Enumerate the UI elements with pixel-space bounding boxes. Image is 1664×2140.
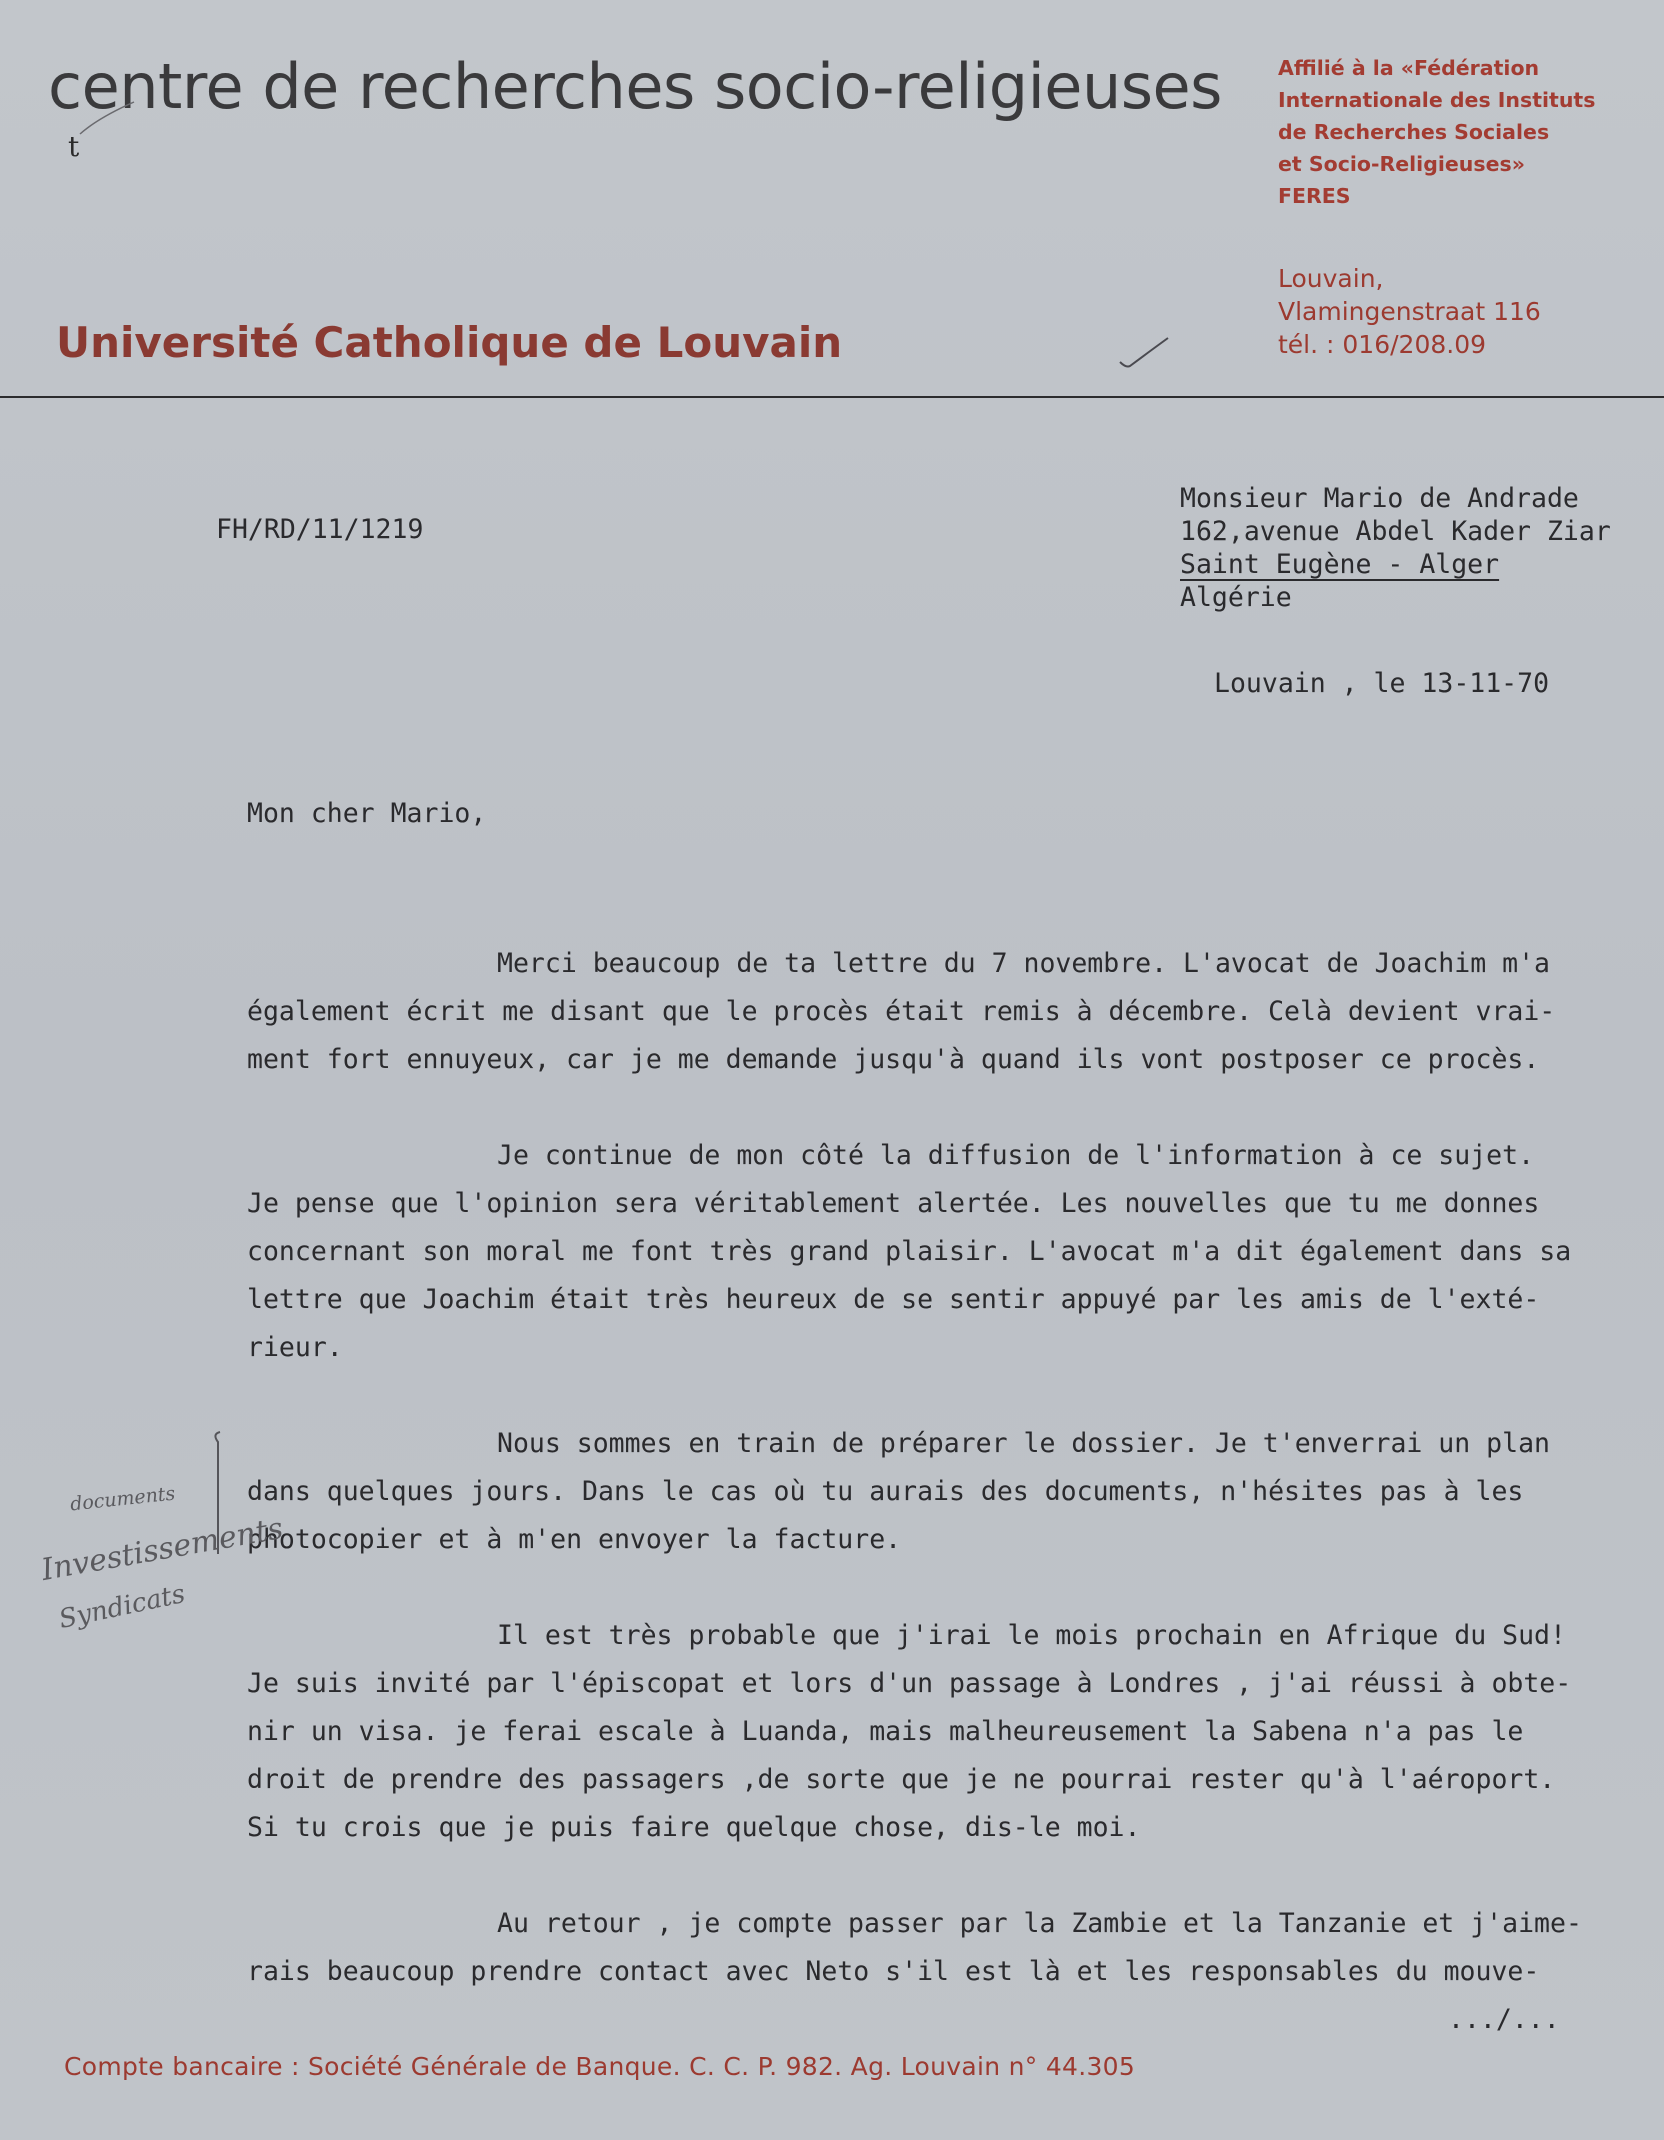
body-line: Je pense que l'opinion sera véritablement alertée. Les nouvelles que tu me donnes [247, 1188, 1540, 1219]
body-line: droit de prendre des passagers ,de sorte que je ne pourrai rester qu'à l'aéroport. [247, 1764, 1556, 1795]
salutation: Mon cher Mario, [247, 798, 487, 829]
paragraph [247, 1612, 1637, 1852]
paragraph [247, 1900, 1637, 1996]
body-line: Si tu crois que je puis faire quelque chose, dis-le moi. [247, 1812, 1141, 1843]
body-line: également écrit me disant que le procès était remis à décembre. Celà devient vrai- [247, 996, 1556, 1027]
header-divider [0, 396, 1664, 398]
body-line: photocopier et à m'en envoyer la facture. [247, 1524, 902, 1555]
body-line: rais beaucoup prendre contact avec Neto s'il est là et les responsables du mouve- [247, 1956, 1540, 1987]
small-handwritten-mark: t [68, 130, 80, 163]
bank-account-footer: Compte bancaire : Société Générale de Banque. C. C. P. 982. Ag. Louvain n° 44.305 [64, 2052, 1136, 2081]
address-line: Vlamingenstraat 116 [1278, 297, 1541, 326]
check-mark-icon [1116, 334, 1172, 370]
recipient-line: Saint Eugène - Alger [1180, 549, 1500, 580]
recipient-address [1180, 482, 1611, 614]
body-line: ment fort ennuyeux, car je me demande jusqu'à quand ils vont postposer ce procès. [247, 1044, 1540, 1075]
body-line: Je suis invité par l'épiscopat et lors d'un passage à Londres , j'ai réussi à obte- [247, 1668, 1572, 1699]
paragraph [247, 1132, 1637, 1372]
margin-handwritten-note: Syndicats [56, 1579, 188, 1635]
body-line: concernant son moral me font très grand plaisir. L'avocat m'a dit également dans sa [247, 1236, 1572, 1267]
recipient-line: Algérie [1180, 582, 1292, 613]
body-line: dans quelques jours. Dans le cas où tu aurais des documents, n'hésites pas à les [247, 1476, 1524, 1507]
body-line: Nous sommes en train de préparer le dossier. Je t'enverrai un plan [497, 1428, 1550, 1459]
paragraph [247, 940, 1637, 1084]
margin-handwritten-note: documents [69, 1482, 177, 1516]
sender-address [1278, 262, 1541, 361]
letter-date: Louvain , le 13-11-70 [1214, 668, 1550, 699]
affiliation-line: Internationale des Instituts [1278, 88, 1596, 112]
affiliation-line: Affilié à la «Fédération [1278, 56, 1540, 80]
university-name: Université Catholique de Louvain [56, 318, 843, 367]
body-line: Merci beaucoup de ta lettre du 7 novembre. L'avocat de Joachim m'a [497, 948, 1550, 979]
body-line: lettre que Joachim était très heureux de se sentir appuyé par les amis de l'exté- [247, 1284, 1540, 1315]
body-line: nir un visa. je ferai escale à Luanda, mais malheureusement la Sabena n'a pas le [247, 1716, 1524, 1747]
recipient-line: 162,avenue Abdel Kader Ziar [1180, 516, 1611, 547]
affiliation-line: et Socio-Religieuses» [1278, 152, 1525, 176]
letter-body [247, 940, 1637, 2044]
address-line: Louvain, [1278, 264, 1384, 293]
body-line: rieur. [247, 1332, 343, 1363]
organization-title: centre de recherches socio-religieuses [48, 50, 1222, 123]
recipient-line: Monsieur Mario de Andrade [1180, 483, 1579, 514]
body-line: Il est très probable que j'irai le mois prochain en Afrique du Sud! [497, 1620, 1566, 1651]
paragraph [247, 1420, 1637, 1564]
pen-stroke-mark [78, 98, 138, 138]
affiliation-line: FERES [1278, 184, 1351, 208]
margin-handwritten-note: Investissements [38, 1511, 286, 1588]
body-line: Je continue de mon côté la diffusion de l'information à ce sujet. [497, 1140, 1535, 1171]
affiliation-line: de Recherches Sociales [1278, 120, 1550, 144]
affiliation-block [1278, 52, 1595, 212]
reference-number: FH/RD/11/1219 [216, 514, 424, 545]
continuation-mark: .../... [1448, 2004, 1560, 2035]
address-line: tél. : 016/208.09 [1278, 330, 1487, 359]
body-line: Au retour , je compte passer par la Zambie et la Tanzanie et j'aime- [497, 1908, 1582, 1939]
